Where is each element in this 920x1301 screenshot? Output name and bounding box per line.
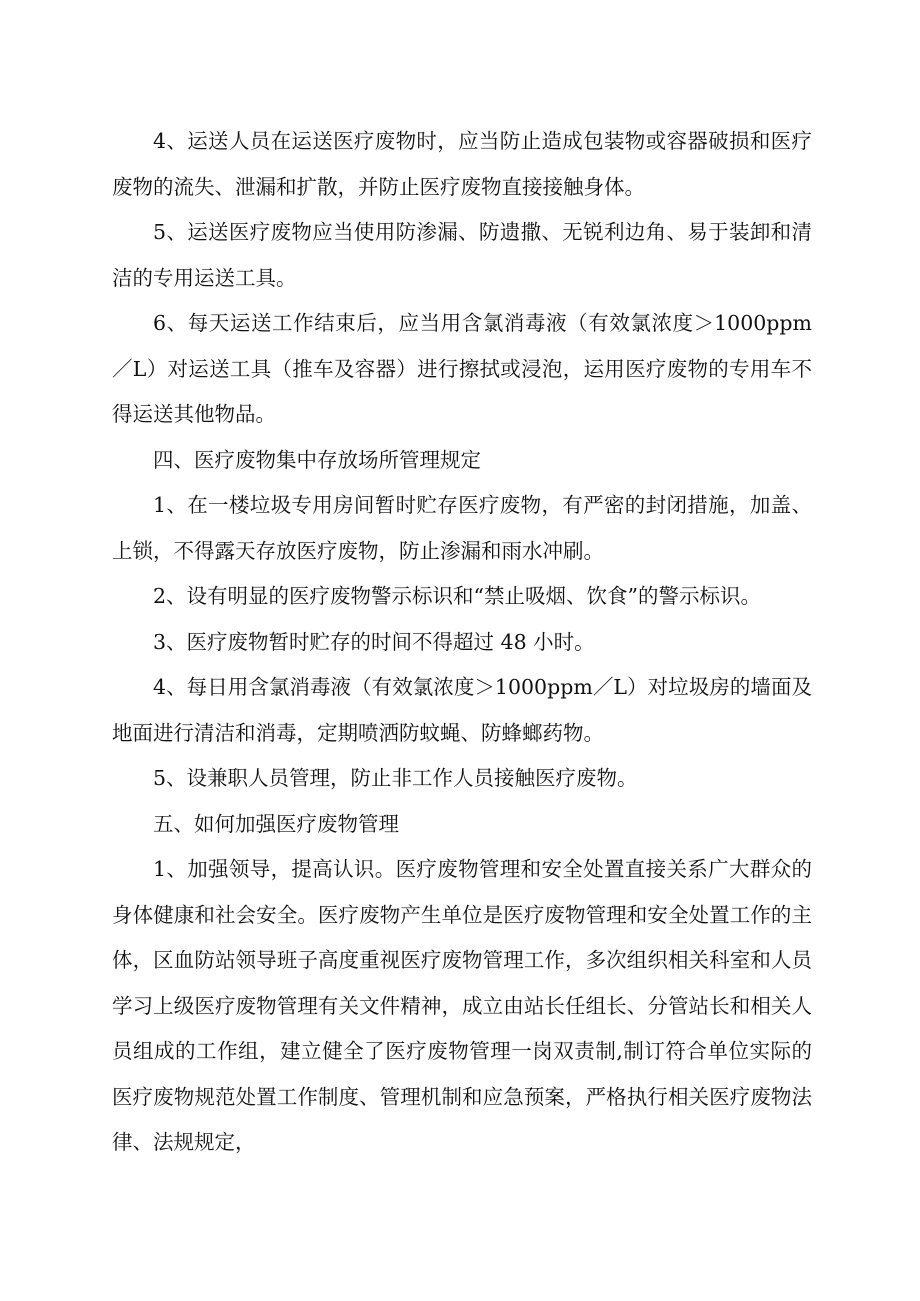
paragraph-leadership: 1、加强领导，提高认识。医疗废物管理和安全处置直接关系广大群众的身体健康和社会安全。医疗废物产生单位是医疗废物管理和安全处置工作的主体，区血防站领导班子高度重视医疗废物管理工作，多次组织相关科室和人员学习上级医疗废物管理有关文件精神，成立由站长任组长、分管站长和相关人员组成的工作组，建立健全了医疗废物管理一岗双责制,制订符合单位实际的医疗废物规范处置工作制度、管理机制和应急预案，严格执行相关医疗废物法律、法规规定， <box>112 857 812 1154</box>
paragraph-storage-disinfection: 4、每日用含氯消毒液（有效氯浓度＞1000ppm／L）对垃圾房的墙面及地面进行清洁和消毒，定期喷洒防蚊蝇、防蜂螂药物。 <box>112 675 812 745</box>
paragraph-warning-signs: 2、设有明显的医疗废物警示标识和“禁止吸烟、饮食”的警示标识。 <box>153 584 762 608</box>
section-heading-storage-rules: 四、医疗废物集中存放场所管理规定 <box>153 447 481 472</box>
paragraph-storage-room: 1、在一楼垃圾专用房间暂时贮存医疗废物，有严密的封闭措施，加盖、上锁，不得露天存放医疗废物，防止渗漏和雨水冲刷。 <box>112 493 812 563</box>
section-heading-strengthen-management: 五、如何加强医疗废物管理 <box>153 811 399 836</box>
paragraph-daily-disinfection: 6、每天运送工作结束后，应当用含氯消毒液（有效氯浓度＞1000ppm／L）对运送工具（推车及容器）进行擦拭或浸泡，运用医疗废物的专用车不得运送其他物品。 <box>112 311 812 426</box>
paragraph-part-time-staff: 5、设兼职人员管理，防止非工作人员接触医疗废物。 <box>153 766 638 790</box>
paragraph-transport-personnel: 4、运送人员在运送医疗废物时，应当防止造成包装物或容器破损和医疗废物的流失、泄漏和扩散，并防止医疗废物直接接触身体。 <box>112 129 812 199</box>
document-body <box>112 119 812 1166</box>
paragraph-storage-time: 3、医疗废物暂时贮存的时间不得超过 48 小时。 <box>153 629 595 654</box>
paragraph-transport-tools: 5、运送医疗废物应当使用防渗漏、防遗撒、无锐利边角、易于装卸和清洁的专用运送工具。 <box>112 220 812 290</box>
